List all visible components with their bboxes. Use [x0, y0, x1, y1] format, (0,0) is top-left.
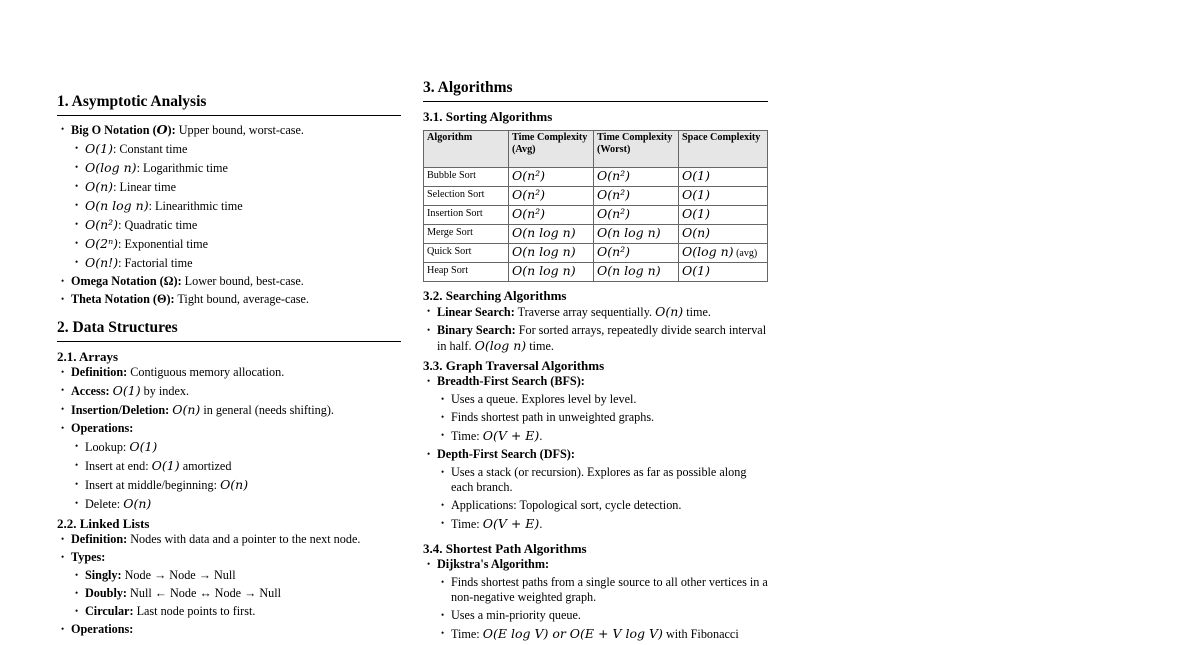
- table-cell: O(1): [679, 263, 768, 282]
- list-item: • O(log n): Logarithmic time: [57, 160, 401, 176]
- list-item: • Theta Notation (Θ): Tight bound, average-case.: [57, 292, 401, 307]
- list-item: • Finds shortest path in unweighted graphs.: [423, 410, 768, 425]
- table-cell: O(log n) (avg): [679, 244, 768, 263]
- subsection-title-shortest-path: 3.4. Shortest Path Algorithms: [423, 541, 587, 556]
- table-row: [424, 187, 768, 206]
- shortest-path-list: [423, 557, 768, 642]
- list-item: • Definition: Nodes with data and a pointer to the next node.: [57, 532, 401, 547]
- section-title-asymptotic: 1. Asymptotic Analysis: [57, 93, 401, 116]
- list-item: • Dijkstra's Algorithm:: [423, 557, 768, 572]
- list-item: • Breadth-First Search (BFS):: [423, 374, 768, 389]
- list-item: • O(2ⁿ): Exponential time: [57, 236, 401, 252]
- list-item: • Operations:: [57, 622, 401, 637]
- table-cell: O(n²): [509, 187, 594, 206]
- table-cell: O(n log n): [509, 244, 594, 263]
- table-cell: Bubble Sort: [424, 168, 509, 187]
- subsection-title-linked-lists: 2.2. Linked Lists: [57, 516, 150, 531]
- list-item: • Insert at end: O(1) amortized: [57, 458, 401, 474]
- table-cell: O(1): [679, 206, 768, 225]
- table-cell: O(n²): [509, 206, 594, 225]
- list-item: • Time: O(V + E).: [423, 428, 768, 444]
- list-item: • O(n): Linear time: [57, 179, 401, 195]
- list-item: • O(n²): Quadratic time: [57, 217, 401, 233]
- sorting-table: [423, 130, 768, 282]
- table-cell: Insertion Sort: [424, 206, 509, 225]
- table-header: Space Complexity: [679, 131, 768, 168]
- right-column: [423, 0, 768, 645]
- table-cell: O(n²): [594, 206, 679, 225]
- list-item: • Time: O(E log V) or O(E + V log V) with Fibonacci: [423, 626, 768, 642]
- list-item: • Insert at middle/beginning: O(n): [57, 477, 401, 493]
- list-item: • Uses a stack (or recursion). Explores as far as possible along each branch.: [423, 465, 768, 495]
- table-cell: Quick Sort: [424, 244, 509, 263]
- list-item: • Finds shortest paths from a single source to all other vertices in a non-negative weighted graph.: [423, 575, 768, 605]
- table-cell: Heap Sort: [424, 263, 509, 282]
- table-cell: O(n²): [594, 168, 679, 187]
- section-title-data-structures: 2. Data Structures: [57, 319, 401, 342]
- section-title-algorithms: 3. Algorithms: [423, 79, 768, 102]
- table-cell: O(n): [679, 225, 768, 244]
- list-item: • Singly: Node → Node → Null: [57, 568, 401, 583]
- table-row: [424, 244, 768, 263]
- list-item: • O(n log n): Linearithmic time: [57, 198, 401, 214]
- asymptotic-list: [57, 122, 401, 307]
- table-cell: O(n log n): [509, 263, 594, 282]
- list-item: • Time: O(V + E).: [423, 516, 768, 532]
- table-cell: O(n²): [509, 168, 594, 187]
- linked-lists-list: [57, 532, 401, 637]
- table-header: Time Complexity (Avg): [509, 131, 594, 168]
- list-item: • Insertion/Deletion: O(n) in general (needs shifting).: [57, 402, 401, 418]
- list-item: • Doubly: Null ← Node ↔ Node → Null: [57, 586, 401, 601]
- list-item: • Big O Notation (O): Upper bound, worst-case.: [57, 122, 401, 138]
- table-cell: O(1): [679, 187, 768, 206]
- list-item: • Circular: Last node points to first.: [57, 604, 401, 619]
- arrays-list: [57, 365, 401, 512]
- list-item: • Types:: [57, 550, 401, 565]
- list-item: • Operations:: [57, 421, 401, 436]
- table-row: [424, 225, 768, 244]
- list-item: • Omega Notation (Ω): Lower bound, best-case.: [57, 274, 401, 289]
- list-item: • Definition: Contiguous memory allocation.: [57, 365, 401, 380]
- table-cell: O(n log n): [594, 263, 679, 282]
- table-cell: Selection Sort: [424, 187, 509, 206]
- table-row: [424, 263, 768, 282]
- table-cell: O(1): [679, 168, 768, 187]
- graph-list: [423, 374, 768, 532]
- list-item: • Delete: O(n): [57, 496, 401, 512]
- list-item: • Access: O(1) by index.: [57, 383, 401, 399]
- table-cell: Merge Sort: [424, 225, 509, 244]
- table-row: [424, 206, 768, 225]
- table-cell: O(n log n): [594, 225, 679, 244]
- table-header: Algorithm: [424, 131, 509, 168]
- list-item: • Applications: Topological sort, cycle detection.: [423, 498, 768, 513]
- list-item: • Depth-First Search (DFS):: [423, 447, 768, 462]
- subsection-title-searching: 3.2. Searching Algorithms: [423, 288, 567, 303]
- list-item: • Linear Search: Traverse array sequentially. O(n) time.: [423, 304, 768, 320]
- list-item: • Binary Search: For sorted arrays, repeatedly divide search interval in half. O(log n) time.: [423, 323, 768, 354]
- table-cell: O(n²): [594, 187, 679, 206]
- list-item: • Uses a queue. Explores level by level.: [423, 392, 768, 407]
- table-row: [424, 168, 768, 187]
- list-item: • Lookup: O(1): [57, 439, 401, 455]
- list-item: • O(n!): Factorial time: [57, 255, 401, 271]
- list-item: • Uses a min-priority queue.: [423, 608, 768, 623]
- table-cell: O(n²): [594, 244, 679, 263]
- table-cell: O(n log n): [509, 225, 594, 244]
- subsection-title-arrays: 2.1. Arrays: [57, 349, 119, 364]
- subsection-title-graph: 3.3. Graph Traversal Algorithms: [423, 358, 605, 373]
- list-item: • O(1): Constant time: [57, 141, 401, 157]
- left-column: [57, 0, 401, 640]
- table-header-row: [424, 131, 768, 168]
- searching-list: [423, 304, 768, 354]
- table-header: Time Complexity (Worst): [594, 131, 679, 168]
- subsection-title-sorting: 3.1. Sorting Algorithms: [423, 109, 553, 124]
